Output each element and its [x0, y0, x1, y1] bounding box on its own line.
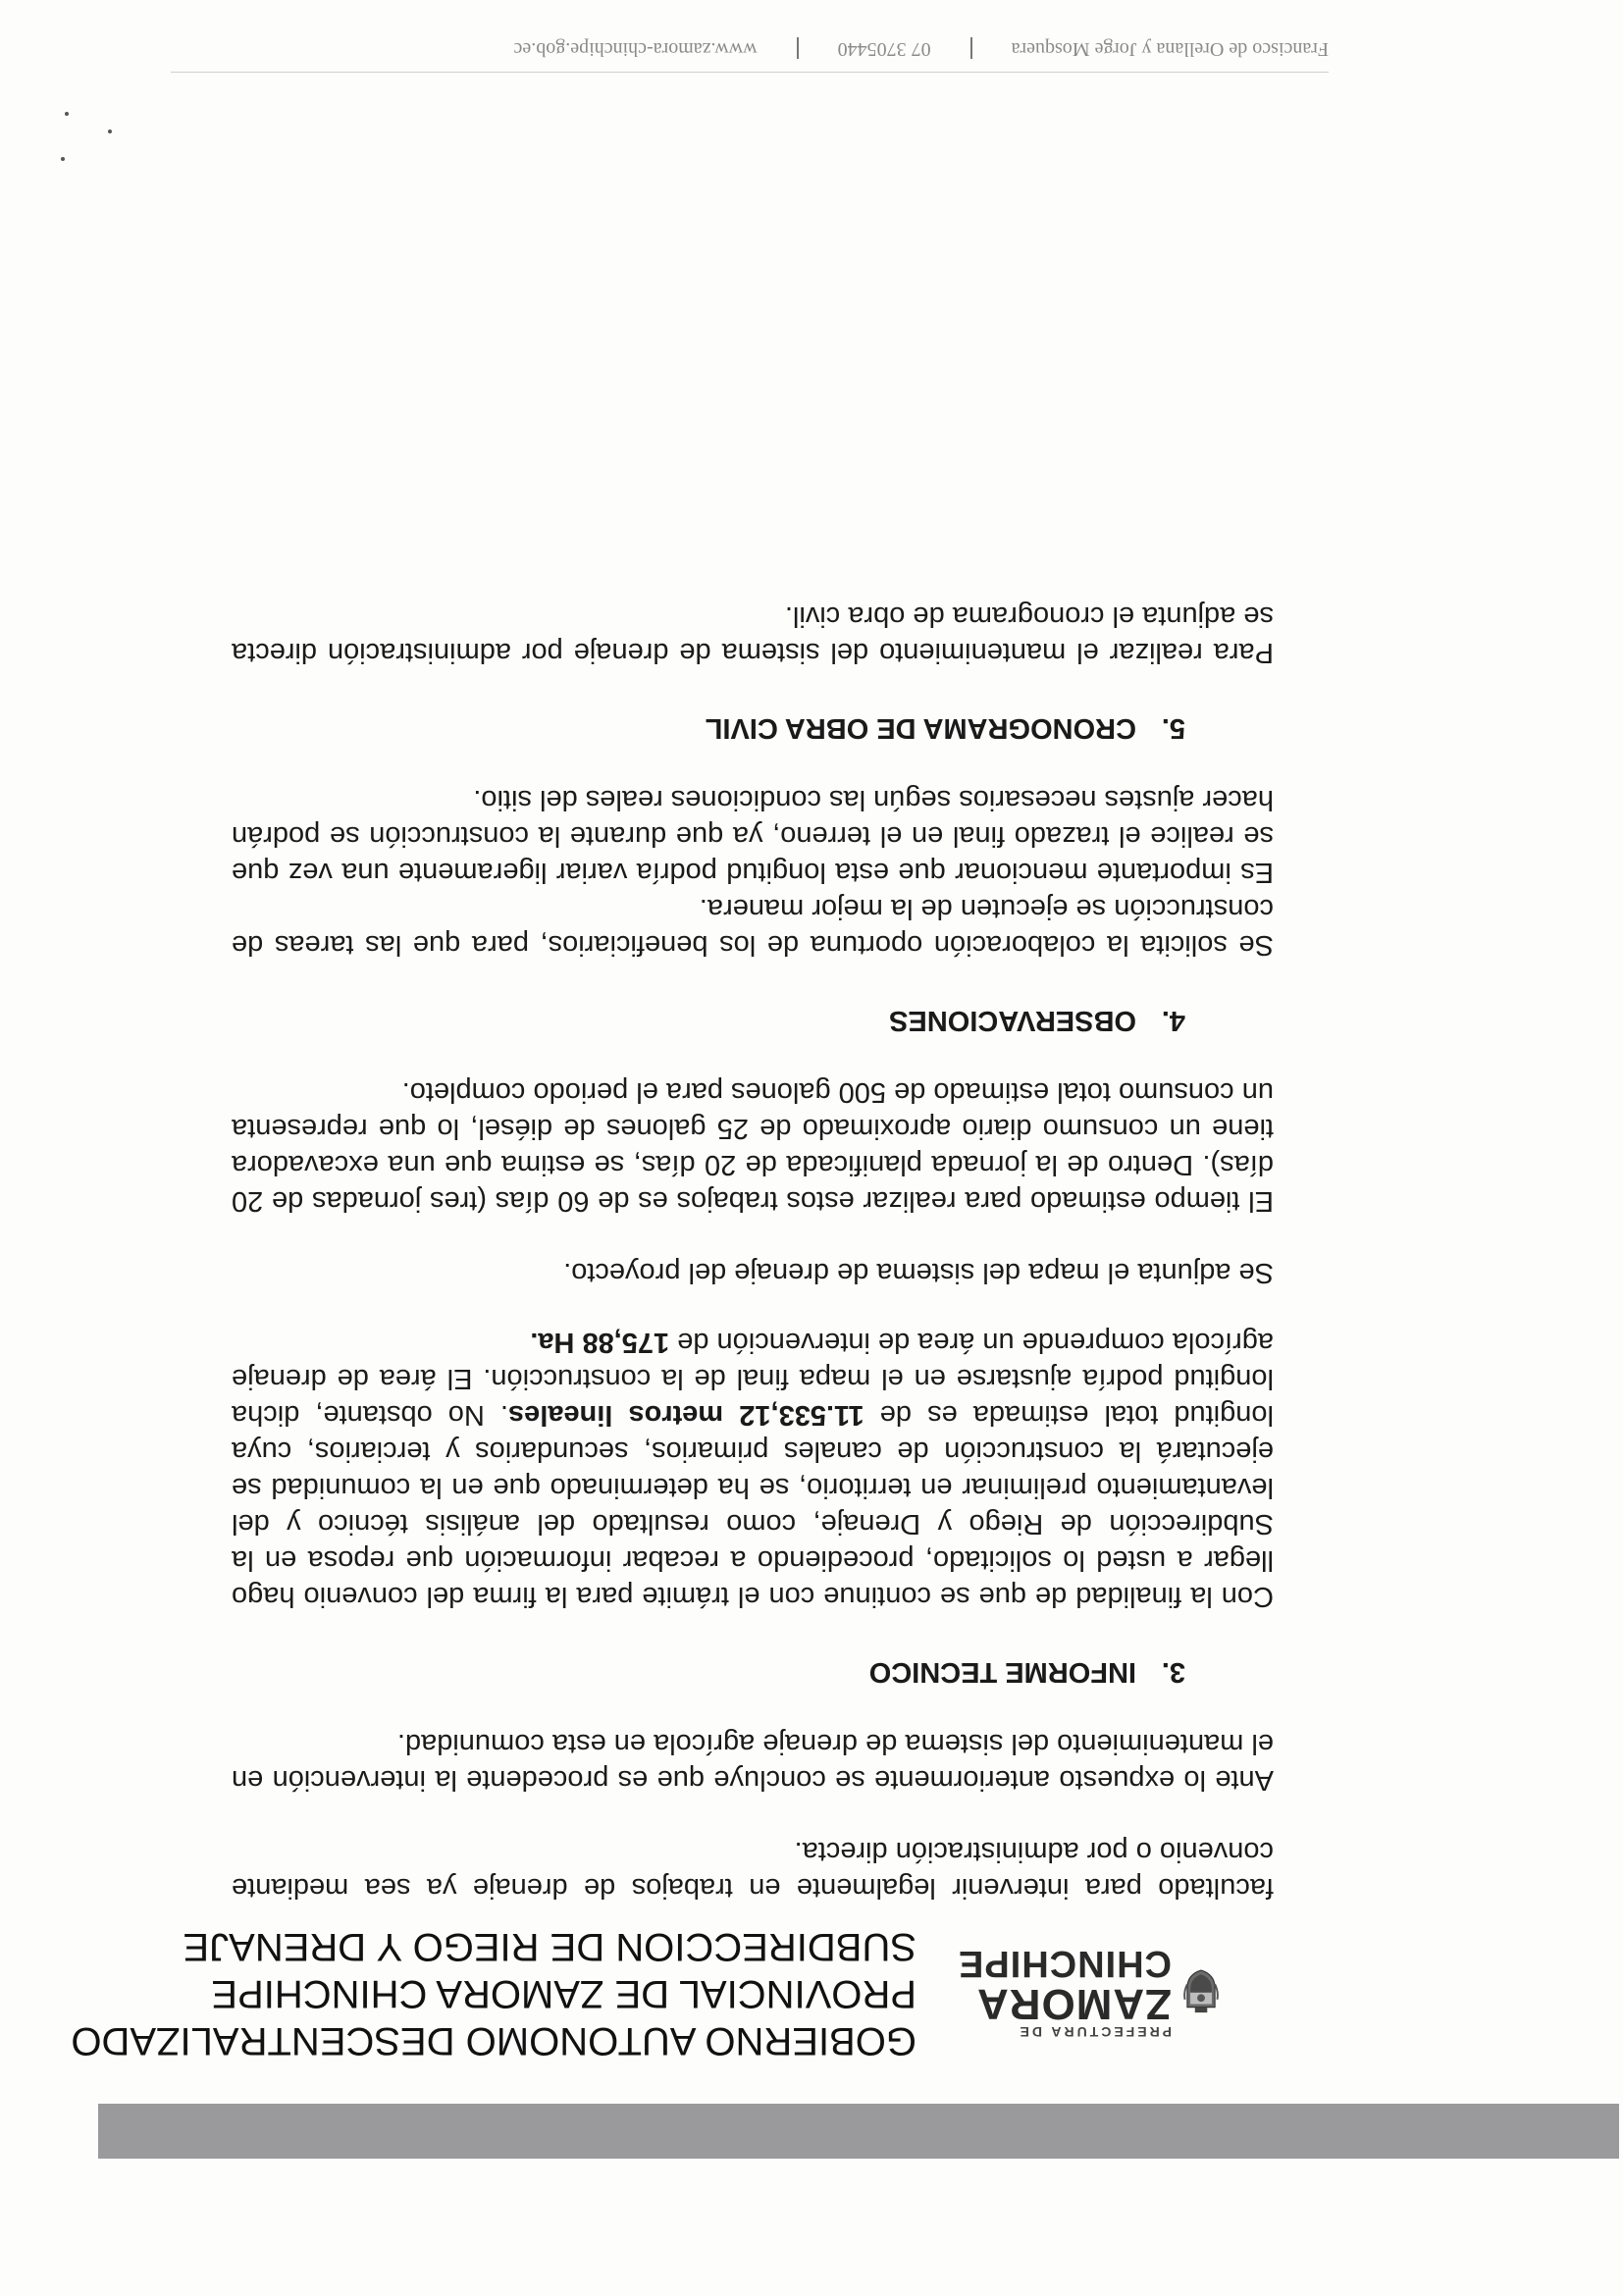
logo-line-1: ZAMORA — [975, 1980, 1173, 2028]
logo-prefix: PREFECTURA DE — [1017, 2024, 1173, 2040]
area-text: El área de drenaje agrícola comprende un área de intervención de — [231, 1327, 1274, 1394]
org-line-3: SUBDIRECCION DE RIEGO Y DRENAJE — [183, 1925, 916, 1968]
section-5-heading — [232, 709, 1274, 746]
footer-separator — [797, 38, 799, 60]
section-3-number: 3. — [1161, 1656, 1185, 1688]
section-5-paragraph-1: Para realizar el mantenimiento del sistema de drenaje por administración directa se adjunta el cronograma de obra civil. — [232, 600, 1274, 668]
footer-separator — [970, 38, 972, 60]
prefectura-logo — [958, 1919, 1219, 2064]
coat-of-arms-icon — [1183, 1933, 1219, 2051]
section-4-title: OBSERVACIONES — [889, 1005, 1136, 1036]
page-footer — [171, 37, 1329, 73]
section-4-paragraph-1: Se solicita la colaboración oportuna de los beneficiarios, para que las tareas de construcción se ejecuten de la mejor manera. — [232, 893, 1274, 961]
section-4-paragraph-2: Es importante mencionar que esta longitud podría variar ligeramente una vez que se realice el trazado final en el terreno, ya que durante la construcción se podrán hacer ajustes necesarios según las condiciones reales del sitio. — [232, 784, 1274, 888]
section-3-p1-text-a: Con la finalidad de que se continue con el trámite para la firma del convenio hago llegar a usted lo solicitado, procediendo a recabar información que reposa en la Subdirección de Riego y Drenaje, como resultado del análisis técnico y del levantamiento preliminar en territorio, se ha determinado que en la comunidad se ejecutará la construcción de canales primarios, secundarios y terciarios, cuya longitud total estimada es de — [232, 1399, 1274, 1612]
scan-speck — [108, 130, 112, 133]
scan-speck — [65, 112, 69, 116]
org-line-1: GOBIERNO AUTONOMO DESCENTRALIZADO — [71, 2019, 916, 2062]
footer-address: Francisco de Orellana y Jorge Mosquera — [1011, 38, 1329, 60]
organization-name — [71, 1923, 916, 2064]
section-4-number: 4. — [1161, 1005, 1185, 1036]
length-value: 11.533,12 metros lineales — [508, 1399, 864, 1431]
org-line-2: PROVINCIAL DE ZAMORA CHINCHIPE — [211, 1972, 916, 2015]
header-bar — [98, 2104, 1619, 2159]
footer-phone: 07 3705440 — [837, 38, 931, 60]
logo-line-2: CHINCHIPE — [958, 1943, 1173, 1984]
intro-paragraph: facultado para intervenir legalmente en trabajos de drenaje ya sea mediante convenio o por administración directa. — [232, 1836, 1274, 1904]
section-5-number: 5. — [1161, 712, 1185, 744]
section-3-heading — [232, 1653, 1274, 1690]
conclusion-paragraph: Ante lo expuesto anteriormente se concluye que es procedente la intervención en el mantenimiento del sistema de drenaje agrícola en esta comunidad. — [232, 1728, 1274, 1796]
section-3-p1-text-b: . No obstante, dicha longitud podría ajustarse en el mapa final de la construcción. — [232, 1363, 1274, 1431]
section-3-paragraph-1 — [232, 1324, 1274, 1614]
document-body — [232, 562, 1274, 1905]
section-3-paragraph-3: El tiempo estimado para realizar estos trabajos es de 60 días (tres jornadas de 20 días). Dentro de la jornada planificada de 20 días, se estima que una excavadora tiene un consumo diario aproximado de 25 galones de diésel, lo que representa un consumo total estimado de 500 galones para el periodo completo. — [232, 1076, 1274, 1217]
section-5-title: CRONOGRAMA DE OBRA CIVIL — [705, 712, 1136, 744]
footer-website: www.zamora-chinchipe.gob.ec — [513, 38, 758, 60]
area-value: 175,88 Ha. — [530, 1327, 670, 1358]
section-3-paragraph-2: Se adjunta el mapa del sistema de drenaje del proyecto. — [563, 1257, 1274, 1288]
section-4-heading — [232, 1002, 1274, 1038]
section-3-title: INFORME TECNICO — [868, 1656, 1136, 1688]
scan-speck — [61, 157, 65, 161]
